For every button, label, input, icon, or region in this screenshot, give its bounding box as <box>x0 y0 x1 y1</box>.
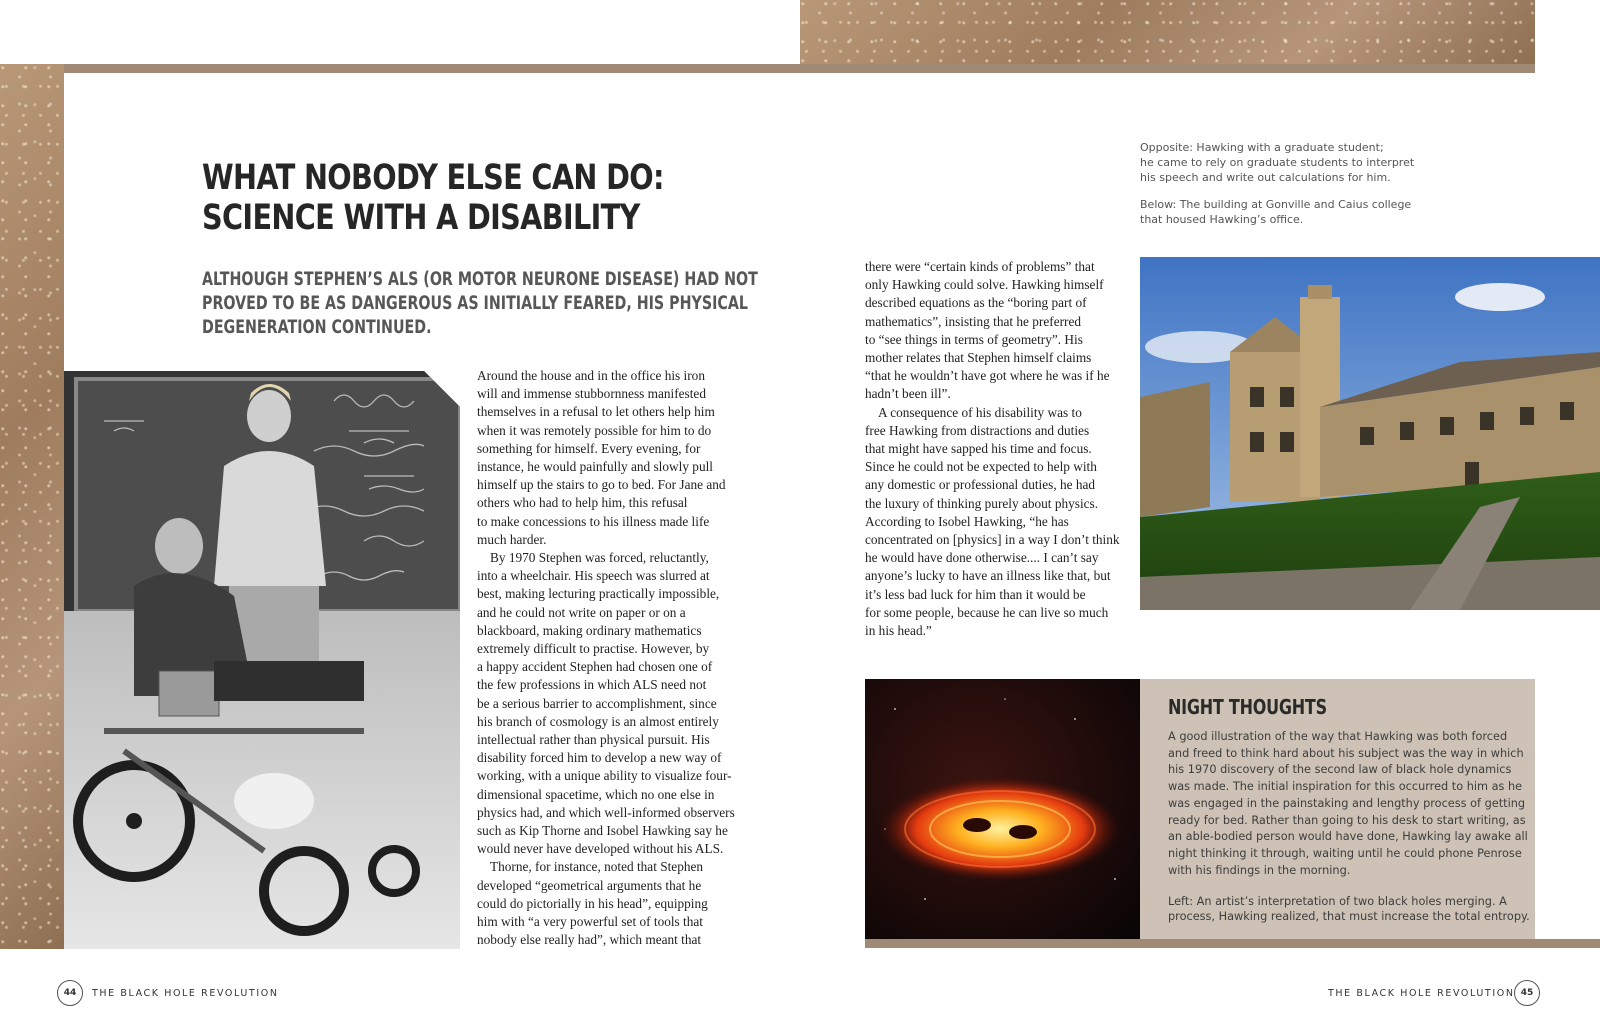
body-line: mathematics”, insisting that he preferred <box>865 313 1081 329</box>
body-line: into a wheelchair. His speech was slurred at <box>477 568 710 584</box>
body-line: physics had, and which well-informed observers <box>477 804 735 820</box>
page-title-line-2: SCIENCE WITH A DISABILITY <box>202 198 640 238</box>
sidebar-line: with his findings in the morning. <box>1168 863 1351 877</box>
page-title <box>202 158 694 238</box>
hawking-photo-art <box>64 371 460 949</box>
sidebar-line: his 1970 discovery of the second law of black hole dynamics <box>1168 763 1512 777</box>
body-column-1 <box>477 367 735 950</box>
body-line: working, with a unique ability to visualize four- <box>477 768 732 784</box>
body-line: that might have sapped his time and focus. <box>865 441 1092 457</box>
body-line: there were “certain kinds of problems” that <box>865 259 1095 274</box>
body-line: in his head.” <box>865 623 932 639</box>
body-line: others who had to help him, this refusal <box>477 495 688 511</box>
body-line: mother relates that Stephen himself claims <box>865 350 1092 366</box>
body-line: will and immense stubbornness manifested <box>477 386 706 402</box>
left-page-number: 44 <box>57 980 83 1006</box>
standfirst-line: PROVED TO BE AS DANGEROUS AS INITIALLY FEARED, HIS PHYSICAL <box>202 293 748 314</box>
sidebar-line: and freed to think hard about his subject was the way in which <box>1168 746 1524 760</box>
body-line: themselves in a refusal to let others help him <box>477 404 715 420</box>
caption-line: Opposite: Hawking with a graduate student; <box>1140 141 1384 154</box>
sidebar-line: was engaged in the painstaking and lengthy process of getting <box>1168 796 1526 810</box>
top-rule <box>0 64 1535 73</box>
sidebar-caption <box>1168 894 1530 924</box>
top-galaxy-band <box>800 0 1535 64</box>
body-line: disability forced him to develop a new way of <box>477 750 722 766</box>
caption-opposite <box>1140 140 1414 185</box>
body-line: According to Isobel Hawking, “he has <box>865 513 1069 529</box>
sidebar-line: was made. The initial inspiration for this occurred to him as he <box>1168 780 1523 794</box>
body-line: intellectual rather than physical pursuit. His <box>477 732 710 748</box>
body-line: dimensional spacetime, which no one else in <box>477 786 715 802</box>
right-running-head: THE BLACK HOLE REVOLUTION <box>1328 988 1515 999</box>
body-line: described equations as the “boring part of <box>865 295 1087 311</box>
body-line: him with “a very powerful set of tools that <box>477 914 703 930</box>
page-title-line-1: WHAT NOBODY ELSE CAN DO: <box>202 158 664 198</box>
body-line: something for himself. Every evening, for <box>477 440 701 456</box>
left-galaxy-band <box>0 64 64 949</box>
sidebar-caption-line: Left: An artist’s interpretation of two black holes merging. A <box>1168 895 1507 908</box>
body-line: any domestic or professional duties, he had <box>865 477 1096 493</box>
body-line: and he could not write on paper or on a <box>477 604 686 620</box>
body-line: to “see things in terms of geometry”. His <box>865 331 1083 347</box>
caption-line: his speech and write out calculations for him. <box>1140 171 1391 184</box>
body-line: nobody else really had”, which meant that <box>477 932 702 948</box>
hawking-with-student-photo <box>64 371 460 949</box>
sidebar-caption-line: process, Hawking realized, that must increase the total entropy. <box>1168 910 1530 923</box>
body-line: when it was remotely possible for him to do <box>477 422 712 438</box>
body-line: concentrated on [physics] in a way I don’t think <box>865 532 1120 548</box>
caption-line: Below: The building at Gonville and Caius college <box>1140 198 1412 211</box>
body-line: be a serious barrier to accomplishment, since <box>477 695 717 711</box>
bottom-rule <box>865 939 1600 948</box>
standfirst <box>202 268 758 340</box>
body-line: it’s less bad luck for him than it would be <box>865 586 1086 602</box>
body-line: A consequence of his disability was to <box>878 404 1082 420</box>
sidebar-line: ready for bed. Rather than going to his desk to start writing, as <box>1168 813 1526 827</box>
body-line: anyone’s lucky to have an illness like that, but <box>865 568 1111 584</box>
body-line: much harder. <box>477 531 547 547</box>
sidebar-line: night thinking it through, waiting until he could phone Penrose <box>1168 846 1522 860</box>
body-line: only Hawking could solve. Hawking himself <box>865 277 1104 293</box>
standfirst-line: ALTHOUGH STEPHEN’S ALS (OR MOTOR NEURONE DISEASE) HAD NOT <box>202 269 758 290</box>
body-line: Since he could not be expected to help with <box>865 459 1097 475</box>
body-line: he would have done otherwise.... I can’t say <box>865 550 1099 566</box>
body-line: the luxury of thinking purely about physics. <box>865 495 1099 511</box>
caius-college-photo <box>1140 257 1600 610</box>
body-line: such as Kip Thorne and Isobel Hawking say he <box>477 823 728 839</box>
sidebar-body <box>1168 729 1528 879</box>
body-column-2 <box>865 258 1120 640</box>
left-running-head: THE BLACK HOLE REVOLUTION <box>92 988 279 999</box>
caption-below <box>1140 197 1411 227</box>
body-line: extremely difficult to practise. However, by <box>477 641 710 657</box>
body-line: himself up the stairs to go to bed. For Jane and <box>477 477 726 493</box>
right-page-number: 45 <box>1514 980 1540 1006</box>
sidebar-line: A good illustration of the way that Hawking was both forced <box>1168 730 1508 743</box>
body-line: instance, he would painfully and slowly pull <box>477 459 713 475</box>
body-line: Around the house and in the office his iron <box>477 368 705 383</box>
standfirst-line: DEGENERATION CONTINUED. <box>202 317 432 338</box>
body-line: to make concessions to his illness made life <box>477 513 710 529</box>
sidebar-line: an able-bodied person would have done, Hawking lay awake all <box>1168 830 1528 844</box>
black-hole-art <box>865 679 1140 941</box>
body-line: the few professions in which ALS need not <box>477 677 707 693</box>
body-line: hadn’t been ill”. <box>865 386 951 402</box>
caption-line: he came to rely on graduate students to interpret <box>1140 156 1415 169</box>
sidebar-title: NIGHT THOUGHTS <box>1168 695 1327 719</box>
body-line: developed “geometrical arguments that he <box>477 877 702 893</box>
body-line: By 1970 Stephen was forced, reluctantly, <box>490 550 709 566</box>
body-line: could do pictorially in his head”, equipping <box>477 895 708 911</box>
body-line: blackboard, making ordinary mathematics <box>477 622 702 638</box>
college-photo-art <box>1140 257 1600 610</box>
body-line: best, making lecturing practically impossible, <box>477 586 720 602</box>
caption-line: that housed Hawking’s office. <box>1140 213 1304 226</box>
body-line: for some people, because he can live so much <box>865 604 1109 620</box>
body-line: free Hawking from distractions and duties <box>865 422 1090 438</box>
body-line: his branch of cosmology is an almost entirely <box>477 713 719 729</box>
body-line: a happy accident Stephen had chosen one of <box>477 659 713 675</box>
body-line: would never have developed without his ALS. <box>477 841 724 857</box>
body-line: Thorne, for instance, noted that Stephen <box>490 859 704 875</box>
body-line: “that he wouldn’t have got where he was if he <box>865 368 1110 384</box>
black-hole-merger-image <box>865 679 1140 941</box>
